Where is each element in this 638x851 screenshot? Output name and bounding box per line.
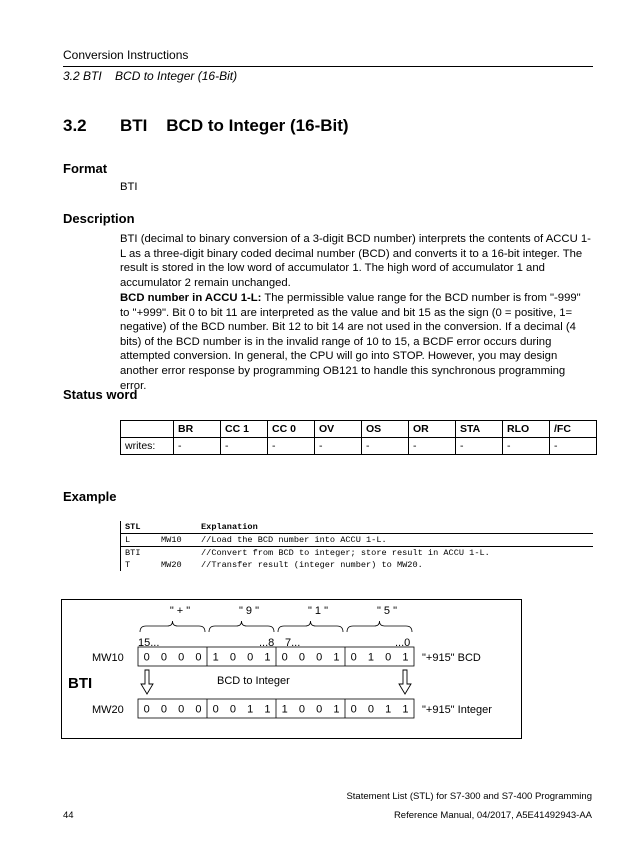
nibble-brace — [140, 621, 205, 632]
status-word-table — [120, 420, 597, 455]
bit-cell: 0 — [367, 703, 374, 716]
status-word-cell: - — [409, 438, 456, 455]
bit-cell: 0 — [298, 703, 305, 716]
down-arrow-icon — [399, 670, 411, 694]
status-word-cell: - — [315, 438, 362, 455]
bit-cell: 0 — [247, 651, 254, 664]
status-word-cell: - — [268, 438, 315, 455]
status-word-header-cell: CC 1 — [221, 421, 268, 438]
status-word-cell: - — [362, 438, 409, 455]
bit-cell: 0 — [385, 651, 392, 664]
bit-cell: 0 — [298, 651, 305, 664]
bit-cell: 0 — [143, 703, 150, 716]
bit-label-7: 7... — [285, 637, 301, 649]
bit-cell: 1 — [385, 703, 392, 716]
status-word-header-cell: OR — [409, 421, 456, 438]
mw10-label: MW10 — [92, 652, 124, 664]
example-col-stl: STL — [125, 522, 141, 532]
example-header-row — [121, 521, 593, 534]
format-text: BTI — [120, 181, 138, 193]
example-col-explanation: Explanation — [201, 522, 258, 532]
description-paragraph-1: BTI (decimal to binary conversion of a 3-digit BCD number) interprets the contents of ACCU 1-L as a three-digit binary coded decimal number (BCD) and converts it to a 16-bit integer. The result is stored in the low word of accumulator 1. The high word of accumulator 1 and accumulator 2 remain unchanged. — [120, 233, 591, 289]
status-word-header-cell: RLO — [503, 421, 550, 438]
example-code-row — [121, 559, 593, 571]
bit-cell: 1 — [264, 703, 271, 716]
running-header-section: 3.2 BTI BCD to Integer (16-Bit) — [63, 69, 238, 83]
status-word-cell: - — [503, 438, 550, 455]
bit-label-15: 15... — [138, 637, 160, 649]
bit-cell: 1 — [333, 703, 340, 716]
status-word-header-row — [121, 421, 597, 438]
example-comment: //Load the BCD number into ACCU 1-L. — [201, 535, 387, 545]
running-header-chapter: Conversion Instructions — [63, 48, 189, 62]
bit-cell: 1 — [212, 651, 219, 664]
status-word-header-cell: BR — [174, 421, 221, 438]
nibble-brace — [209, 621, 274, 632]
format-heading: Format — [63, 161, 108, 176]
status-word-header-cell — [121, 421, 174, 438]
bit-cell: 1 — [402, 703, 409, 716]
bcd-range-text: The permissible value range for the BCD number is from "-999" to "+999". Bit 0 to bit 11 are interpreted as the value and bit 15 as the sign (0 = positive, 1= negative) of the BCD number. Bit 12 to bit 14 are not used in the conversion. If a decimal (4 bits) of the BCD number is in the invalid range of 10 to 15, a BCDF error occurs during attempted conversion. In general, the CPU will go into STOP. However, you may design another error response by programming OB121 to handle this synchronous programming error. — [120, 292, 581, 392]
bit-cell: 0 — [195, 703, 202, 716]
bit-cell: 1 — [402, 651, 409, 664]
status-word-heading: Status word — [63, 387, 138, 402]
status-word-cell: - — [456, 438, 503, 455]
bit-cell: 0 — [229, 651, 236, 664]
bit-cell: 0 — [281, 651, 288, 664]
bit-cell: 0 — [212, 703, 219, 716]
bit-cell: 0 — [143, 651, 150, 664]
bit-cell: 0 — [195, 651, 202, 664]
bti-conversion-diagram — [61, 599, 522, 739]
status-word-header-cell: CC 0 — [268, 421, 315, 438]
example-comment: //Transfer result (integer number) to MW20. — [201, 560, 423, 570]
section-number: 3.2 — [63, 116, 87, 135]
description-heading: Description — [63, 211, 135, 226]
example-heading: Example — [63, 489, 117, 504]
example-operand: MW20 — [161, 560, 182, 570]
conversion-label: BCD to Integer — [217, 675, 290, 687]
diagram-canvas — [62, 600, 521, 738]
status-word-writes-row — [121, 438, 597, 455]
status-word-cell: - — [221, 438, 268, 455]
bit-cell: 0 — [350, 703, 357, 716]
example-operand: MW10 — [161, 535, 182, 545]
bit-cell: 1 — [247, 703, 254, 716]
example-col-operand — [161, 521, 195, 533]
example-instruction: L — [125, 535, 131, 545]
footer-manual-title: Statement List (STL) for S7-300 and S7-400 Programming — [346, 791, 592, 802]
digit-label-hundreds: " 9 " — [238, 605, 260, 617]
example-code-table — [120, 521, 593, 571]
example-instruction: BTI — [125, 548, 141, 558]
mw20-note: "+915" Integer — [422, 704, 492, 716]
bit-label-8: ...8 — [259, 637, 275, 649]
bit-cell: 0 — [160, 703, 167, 716]
nibble-brace — [278, 621, 343, 632]
digit-label-ones: " 5 " — [376, 605, 398, 617]
footer-reference: Reference Manual, 04/2017, A5E41492943-AA — [393, 810, 592, 821]
nibble-brace — [347, 621, 412, 632]
bit-cell: 1 — [367, 651, 374, 664]
description-paragraph-2 — [120, 291, 592, 393]
bit-cell: 0 — [160, 651, 167, 664]
example-operand — [161, 547, 195, 559]
status-word-header-cell: OV — [315, 421, 362, 438]
status-word-header-cell: OS — [362, 421, 409, 438]
down-arrow-icon — [141, 670, 153, 694]
example-instruction: T — [125, 560, 131, 570]
bit-cell: 0 — [229, 703, 236, 716]
page-number: 44 — [63, 810, 74, 821]
bit-cell: 1 — [264, 651, 271, 664]
example-code-row — [121, 534, 593, 547]
digit-label-sign: " + " — [169, 605, 191, 617]
digit-label-tens: " 1 " — [307, 605, 329, 617]
bit-cell: 0 — [316, 703, 323, 716]
status-word-header-cell: STA — [456, 421, 503, 438]
mw10-note: "+915" BCD — [422, 652, 481, 664]
mw20-label: MW20 — [92, 704, 124, 716]
status-word-header-cell: /FC — [550, 421, 597, 438]
bit-cell: 1 — [281, 703, 288, 716]
bit-cell: 0 — [178, 703, 185, 716]
bit-cell: 0 — [316, 651, 323, 664]
status-word-cell: - — [174, 438, 221, 455]
status-word-cell: - — [550, 438, 597, 455]
example-comment: //Convert from BCD to integer; store result in ACCU 1-L. — [201, 548, 490, 558]
bit-label-0: ...0 — [395, 637, 411, 649]
bti-op-label: BTI — [68, 675, 93, 692]
bcd-range-label: BCD number in ACCU 1-L: — [120, 292, 262, 304]
bit-cell: 0 — [178, 651, 185, 664]
bit-cell: 0 — [350, 651, 357, 664]
section-title: BTI BCD to Integer (16-Bit) — [120, 116, 349, 135]
example-code-row — [121, 547, 593, 559]
bit-cell: 1 — [333, 651, 340, 664]
header-rule — [63, 66, 593, 67]
status-word-cell: writes: — [121, 438, 174, 455]
